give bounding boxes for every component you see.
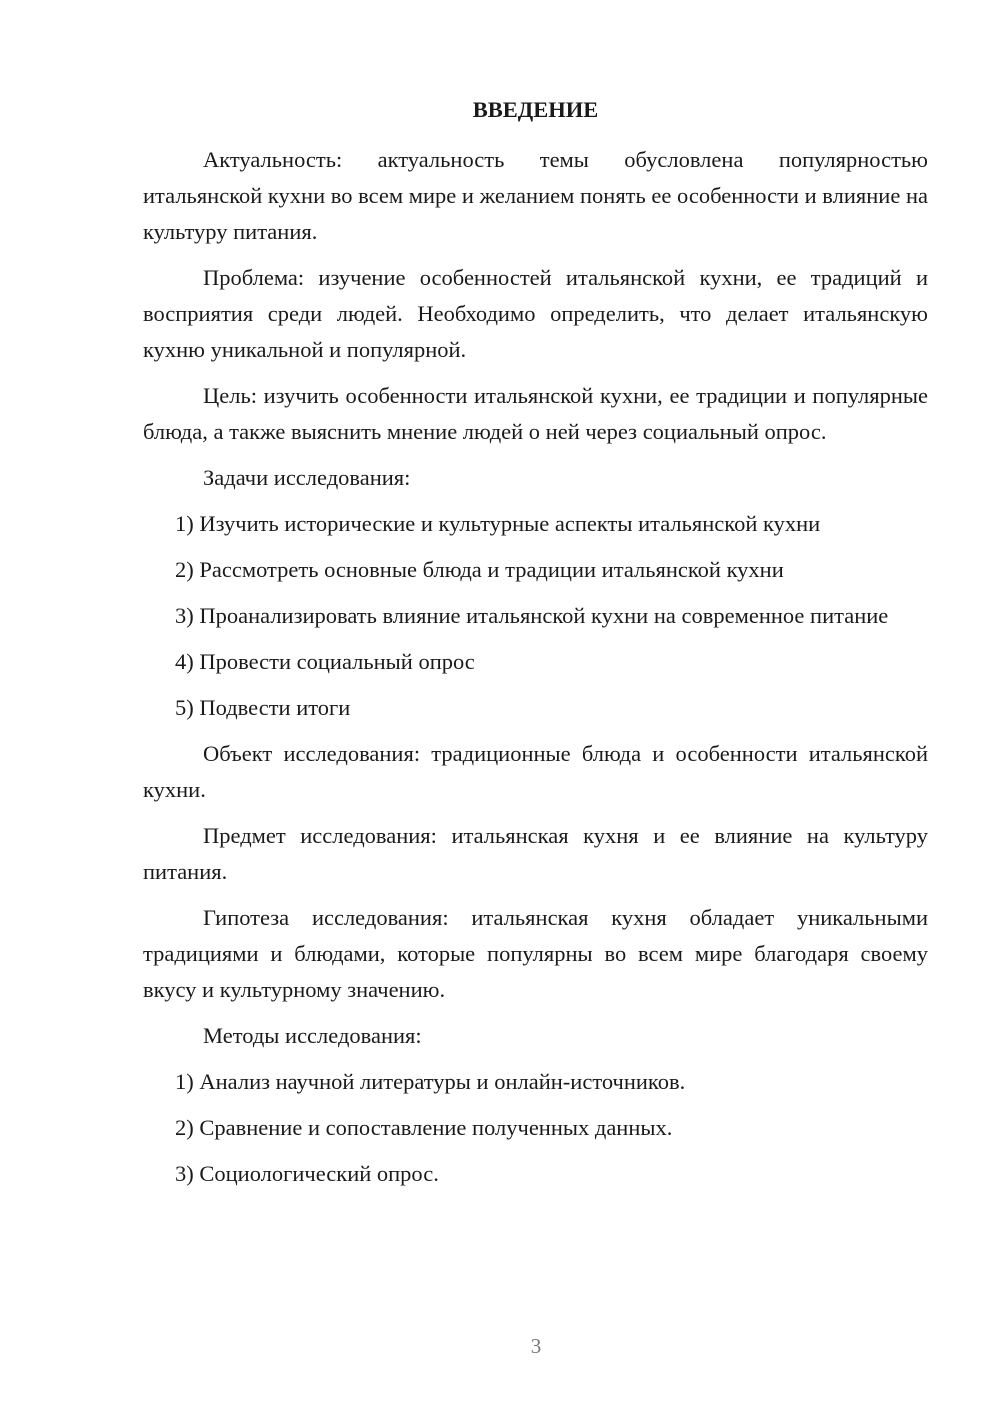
method-item: 3) Социологический опрос. — [175, 1161, 439, 1186]
task-item: 1) Изучить исторические и культурные аспекты итальянской кухни — [175, 511, 821, 536]
hypothesis-paragraph: Гипотеза исследования: итальянская кухня обладает уникальными традициями и блюдами, которые популярны во всем мире благодаря своему вкусу и культурному значению. — [143, 905, 928, 1002]
task-item: 5) Подвести итоги — [175, 695, 351, 720]
task-item: 2) Рассмотреть основные блюда и традиции итальянской кухни — [175, 557, 784, 582]
tasks-heading: Задачи исследования: — [203, 465, 411, 490]
subject-paragraph: Предмет исследования: итальянская кухня и ее влияние на культуру питания. — [143, 823, 928, 884]
relevance-paragraph: Актуальность: актуальность темы обусловлена популярностью итальянской кухни во всем мире и желанием понять ее особенности и влияние на культуру питания. — [143, 147, 928, 244]
task-item: 4) Провести социальный опрос — [175, 649, 475, 674]
task-item: 3) Проанализировать влияние итальянской кухни на современное питание — [175, 603, 889, 628]
document-page — [143, 90, 928, 1202]
section-title: ВВЕДЕНИЕ — [472, 97, 599, 122]
object-paragraph: Объект исследования: традиционные блюда и особенности итальянской кухни. — [143, 741, 928, 802]
page-number: 3 — [530, 1334, 542, 1358]
method-item: 2) Сравнение и сопоставление полученных данных. — [175, 1115, 673, 1140]
problem-paragraph: Проблема: изучение особенностей итальянской кухни, ее традиций и восприятия среди людей. Необходимо определить, что делает итальянскую кухню уникальной и популярной. — [143, 265, 928, 362]
methods-heading: Методы исследования: — [203, 1023, 422, 1048]
method-item: 1) Анализ научной литературы и онлайн-источников. — [175, 1069, 686, 1094]
goal-paragraph: Цель: изучить особенности итальянской кухни, ее традиции и популярные блюда, а также выяснить мнение людей о ней через социальный опрос. — [143, 383, 928, 444]
